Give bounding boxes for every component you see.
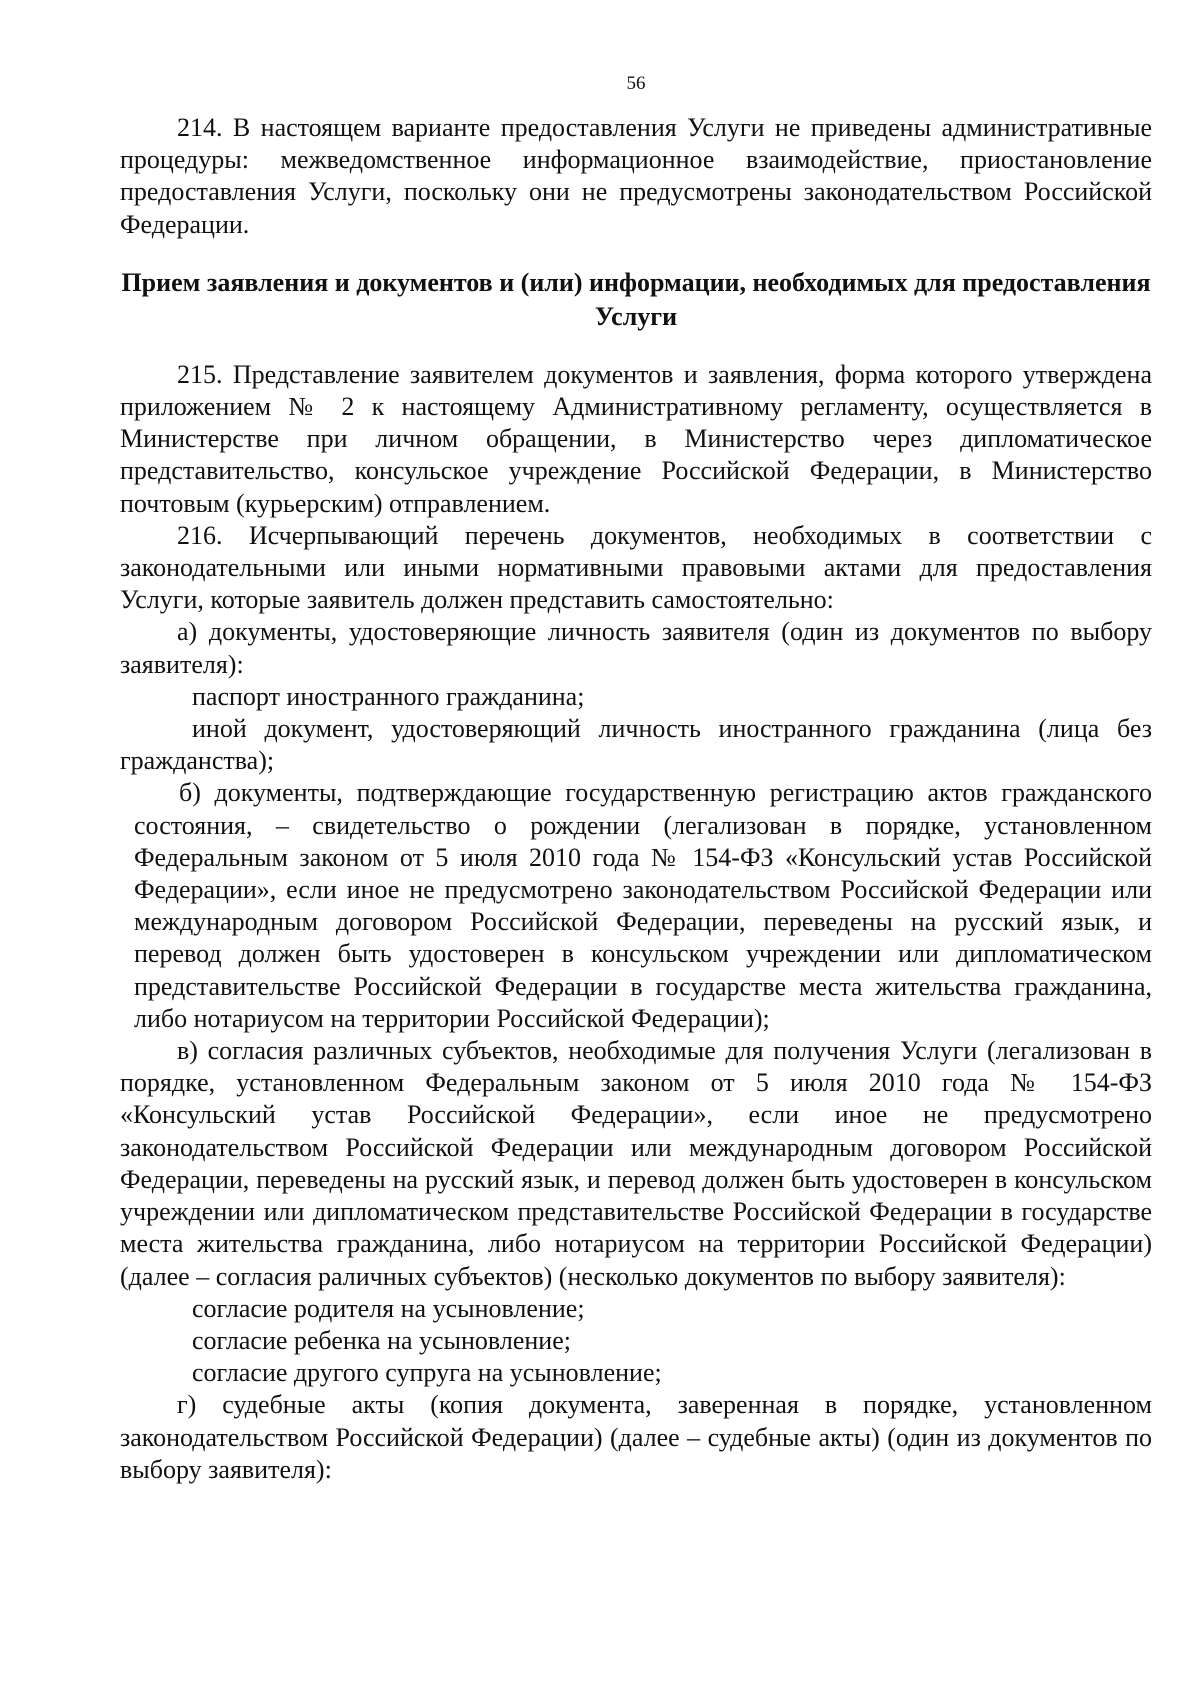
- list-subitem-other-id: иной документ, удостоверяющий личность иностранного гражданина (лица без гражданства);: [120, 714, 1152, 776]
- page-number: 56: [626, 73, 646, 94]
- list-subitem-passport: паспорт иностранного гражданина;: [192, 681, 585, 711]
- section-heading: Прием заявления и документов и (или) информации, необходимых для предоставления Услуги: [121, 267, 1151, 331]
- list-item-g: г) судебные акты (копия документа, заверенная в порядке, установленном законодательством Российской Федерации) (далее – судебные акты) (один из документов по выбору заявителя):: [120, 1390, 1152, 1484]
- document-page: [120, 72, 1152, 1486]
- paragraph-215: 215. Представление заявителем документов и заявления, форма которого утверждена приложением № 2 к настоящему Административному регламенту, осуществляется в Министерстве при личном обращении, в Министерство через дипломатическое представительство, консульское учреждение Российской Федерации, в Министерство почтовым (курьерским) отправлением.: [120, 359, 1152, 518]
- list-subitem-spouse-consent: согласие другого супруга на усыновление;: [192, 1358, 662, 1388]
- paragraph-214: 214. В настоящем варианте предоставления Услуги не приведены административные процедуры: межведомственное информационное взаимодействие, приостановление предоставления Услуги, поскольку они не предусмотрены законодательством Российской Федерации.: [120, 113, 1152, 239]
- list-item-a: а) документы, удостоверяющие личность заявителя (один из документов по выбору заявителя):: [120, 617, 1152, 679]
- list-subitem-child-consent: согласие ребенка на усыновление;: [192, 1325, 571, 1355]
- list-item-v: в) согласия различных субъектов, необходимые для получения Услуги (легализован в порядке, установленном Федеральным законом от 5 июля 2010 года № 154-ФЗ «Консульский устав Российской Федерации», если иное не предусмотрено законодательством Российской Федерации или международным договором Российской Федерации, переведены на русский язык, и перевод должен быть удостоверен в консульском учреждении или дипломатическом представительстве Российской Федерации в государстве места жительства гражданина, либо нотариусом на территории Российской Федерации) (далее – согласия раличных субъектов) (несколько документов по выбору заявителя):: [120, 1036, 1152, 1291]
- list-subitem-parent-consent: согласие родителя на усыновление;: [192, 1293, 585, 1323]
- paragraph-216: 216. Исчерпывающий перечень документов, необходимых в соответствии с законодательными или иными нормативными правовыми актами для предоставления Услуги, которые заявитель должен представить самостоятельно:: [120, 520, 1152, 615]
- list-item-b: б) документы, подтверждающие государственную регистрацию актов гражданского состояния, – свидетельство о рождении (легализован в порядке, установленном Федеральным законом от 5 июля 2010 года № 154-ФЗ «Консульский устав Российской Федерации», если иное не предусмотрено законодательством Российской Федерации или международным договором Российской Федерации, переведены на русский язык, и перевод должен быть удостоверен в консульском учреждении или дипломатическом представительстве Российской Федерации в государстве места жительства гражданина, либо нотариусом на территории Российской Федерации);: [134, 778, 1152, 1033]
